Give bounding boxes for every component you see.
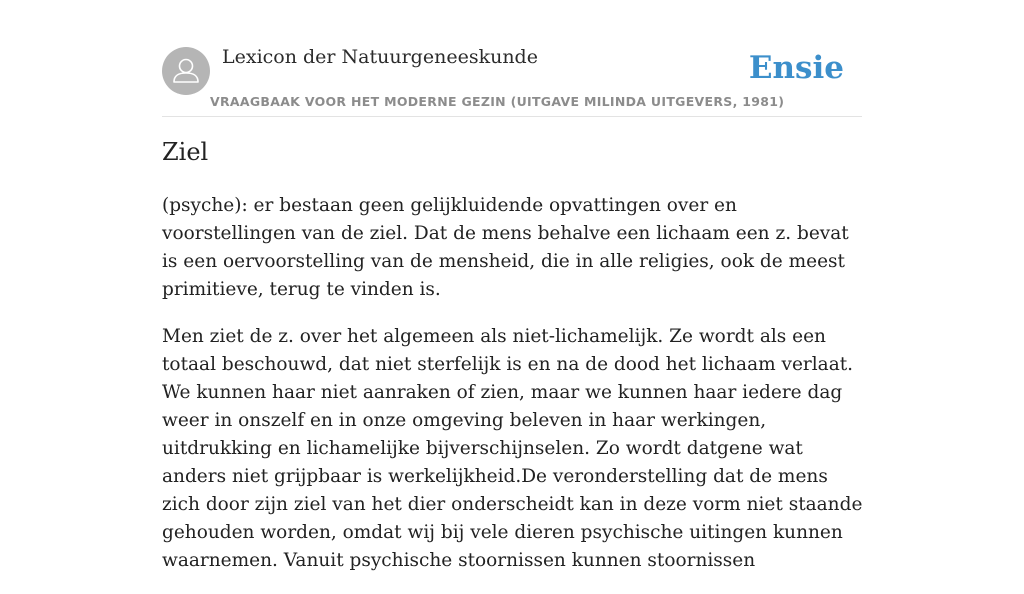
entry-paragraph: (psyche): er bestaan geen gelijkluidende opvattingen over en voorstellingen van de ziel. Dat de mens behalve een lichaam een z. bevat is een oervoorstelling van de mensheid, die in alle religies, ook de meest primitieve, terug te vinden is.: [162, 195, 849, 300]
source-subtitle: VRAAGBAAK VOOR HET MODERNE GEZIN (UITGAVE MILINDA UITGEVERS, 1981): [210, 94, 785, 109]
entry-title: Ziel: [162, 138, 209, 166]
user-silhouette-icon[interactable]: [162, 47, 210, 95]
source-header: [162, 44, 862, 117]
ensie-logo[interactable]: Ensie: [748, 50, 844, 86]
entry-content: [162, 192, 864, 594]
source-title[interactable]: Lexicon der Natuurgeneeskunde: [222, 46, 538, 68]
entry-paragraph: Men ziet de z. over het algemeen als niet-lichamelijk. Ze wordt als een totaal beschouwd, dat niet sterfelijk is en na de dood het lichaam verlaat. We kunnen haar niet aanraken of zien, maar we kunnen haar iedere dag weer in onszelf en in onze omgeving beleven in haar werkingen, uitdrukking en lichamelijke bijverschijnselen. Zo wordt datgene wat anders niet grijpbaar is werkelijkheid.De veronderstelling dat de mens zich door zijn ziel van het dier onderscheidt kan in deze vorm niet staande gehouden worden, omdat wij bij vele dieren psychische uitingen kunnen waarnemen. Vanuit psychische stoornissen kunnen stoornissen: [162, 326, 863, 571]
